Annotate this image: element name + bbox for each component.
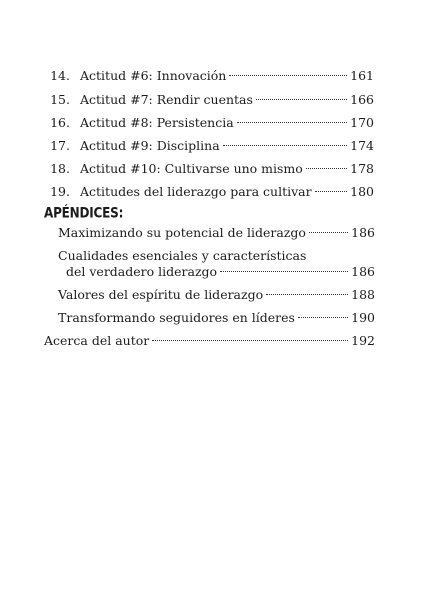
appendix-entry-transformando[interactable]: [58, 308, 375, 328]
appendix-entry-potencial[interactable]: [58, 223, 375, 243]
dot-leader: [152, 340, 348, 341]
appendix-entry-cualidades[interactable]: [66, 262, 375, 282]
chapter-title: Actitud #6: Innovación: [80, 68, 227, 83]
toc-entry-16[interactable]: [46, 113, 374, 133]
appendix-title: Maximizando su potencial de liderazgo: [58, 225, 306, 240]
dot-leader: [266, 294, 348, 295]
appendix-title: Transformando seguidores en líderes: [58, 310, 295, 325]
dot-leader: [315, 191, 348, 192]
toc-entry-18[interactable]: [46, 159, 374, 179]
chapter-number: 15.: [50, 92, 70, 107]
chapter-number: 16.: [50, 115, 70, 130]
page-number: 166: [350, 92, 374, 107]
chapter-title: Actitud #7: Rendir cuentas: [80, 92, 253, 107]
page-number: 188: [351, 287, 375, 302]
dot-leader: [237, 122, 347, 123]
chapter-number: 19.: [50, 184, 70, 199]
chapter-number: 18.: [50, 161, 70, 176]
page-number: 178: [350, 161, 374, 176]
appendix-title: Valores del espíritu de liderazgo: [58, 287, 264, 302]
toc-entry-17[interactable]: [46, 136, 374, 156]
page-number: 161: [350, 68, 374, 83]
page-number: 190: [351, 310, 375, 325]
dot-leader: [298, 317, 348, 318]
appendix-title-line2: del verdadero liderazgo: [66, 264, 218, 279]
appendices-heading: APÉNDICES:: [44, 205, 124, 222]
appendix-entry-valores[interactable]: [58, 285, 375, 305]
toc-entry-14[interactable]: [46, 66, 374, 86]
page-number: 186: [351, 264, 375, 279]
appendix-title-line1[interactable]: Cualidades esenciales y características: [58, 248, 307, 263]
toc-entry-15[interactable]: [46, 90, 374, 110]
dot-leader: [256, 99, 347, 100]
dot-leader: [309, 232, 348, 233]
page-number: 174: [350, 138, 374, 153]
chapter-title: Actitud #10: Cultivarse uno mismo: [80, 161, 303, 176]
chapter-number: 17.: [50, 138, 70, 153]
chapter-title: Actitudes del liderazgo para cultivar: [80, 184, 312, 199]
chapter-title: Actitud #8: Persistencia: [80, 115, 234, 130]
page-number: 170: [350, 115, 374, 130]
toc-entry-19[interactable]: [46, 182, 374, 202]
chapter-number: 14.: [50, 68, 70, 83]
dot-leader: [229, 75, 347, 76]
dot-leader: [223, 145, 347, 146]
toc-entry-about-author[interactable]: [44, 331, 375, 351]
dot-leader: [306, 168, 347, 169]
page-number: 180: [350, 184, 374, 199]
dot-leader: [220, 271, 348, 272]
chapter-title: Actitud #9: Disciplina: [80, 138, 220, 153]
about-title: Acerca del autor: [44, 333, 150, 348]
page-number: 192: [351, 333, 375, 348]
page-number: 186: [351, 225, 375, 240]
